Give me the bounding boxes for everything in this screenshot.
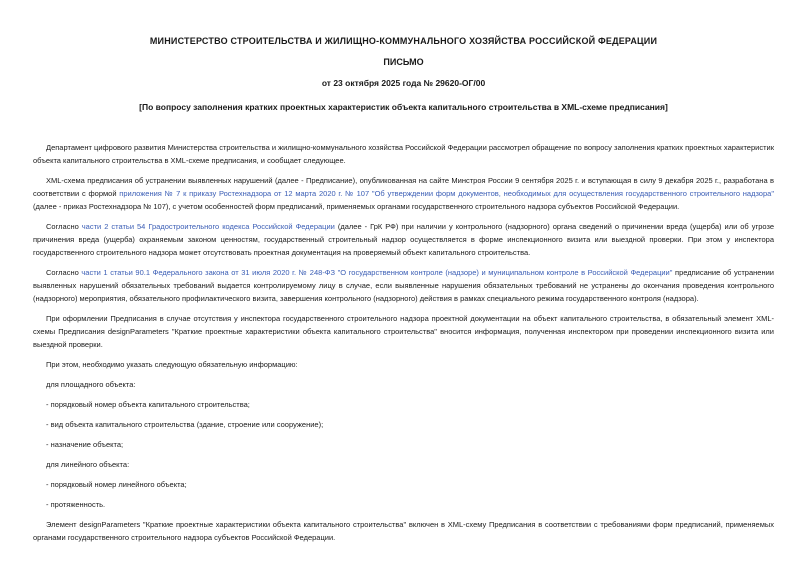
list-item-area-number <box>33 398 774 411</box>
paragraph-text: для площадного объекта: <box>46 380 136 389</box>
document-body <box>33 141 774 544</box>
para-grk-rf <box>33 220 774 259</box>
document-subject: [По вопросу заполнения кратких проектных характеристик объекта капитального строительства в XML-схеме предписания] <box>139 102 668 112</box>
paragraph-text: (далее - приказ Ростехнадзора № 107), с учетом особенностей форм предписаний, применяемых органами государственного строительного надзора субъектов Российской Федерации. <box>33 202 680 211</box>
document-date-number: от 23 октября 2025 года № 29620-ОГ/00 <box>321 78 486 88</box>
document-header <box>33 36 774 112</box>
paragraph-text: Элемент designParameters "Краткие проектные характеристики объекта капитального строительства" включен в XML-схему Предписания в соответствии с требованиями форм предписаний, применяемых органами государственного строительного надзора субъектов Российской Федерации. <box>33 520 774 542</box>
para-area-object-heading <box>33 378 774 391</box>
para-design-parameters <box>33 312 774 351</box>
para-final <box>33 518 774 544</box>
paragraph-text: Согласно <box>46 222 82 231</box>
paragraph-text: При оформлении Предписания в случае отсутствия у инспектора государственного строительного надзора проектной документации на объект капитального строительства, в обязательный элемент XML-схемы Предписания designParameters "Краткие проектные характеристики объекта капитального строительства" вносится информация, полученная инспектором при проведении инспекционного визита или выездной проверки. <box>33 314 774 349</box>
para-linear-object-heading <box>33 458 774 471</box>
legal-reference-link[interactable]: части 2 статьи 54 Градостроительного кодекса Российской Федерации <box>81 222 335 231</box>
para-intro <box>33 141 774 167</box>
list-item-linear-length <box>33 498 774 511</box>
legal-reference-link[interactable]: приложения № 7 к приказу Ростехнадзора от 12 марта 2020 г. № 107 "Об утверждении форм документов, необходимых для осуществления государственного строительного надзора" <box>119 189 774 198</box>
ministry-title: МИНИСТЕРСТВО СТРОИТЕЛЬСТВА И ЖИЛИЩНО-КОММУНАЛЬНОГО ХОЗЯЙСТВА РОССИЙСКОЙ ФЕДЕРАЦИИ <box>149 36 658 46</box>
paragraph-text: (далее - ГрК РФ) при наличии у контрольного (надзорного) органа сведений о причинении вреда (ущерба) или об угрозе причинения вреда (ущерба) охраняемым законом ценностям, государственный строительный надзор осуществляется в форме инспекционного визита или выездной проверки. При этом у инспектора государственного строительного надзора может отсутствовать проектная документация на проверяемый объект капитального строительства. <box>33 222 774 257</box>
paragraph-text: - вид объекта капитального строительства (здание, строение или сооружение); <box>46 420 324 429</box>
paragraph-text: XML-схема предписания об устранении выявленных нарушений (далее - Предписание), опубликованная на сайте Минстроя России 9 сентября 2025 г. и вступающая в силу 9 декабря 2025 г., разработана в соответствии с формой <box>33 176 774 198</box>
list-item-area-purpose <box>33 438 774 451</box>
paragraph-text: - назначение объекта; <box>46 440 124 449</box>
paragraph-text: - порядковый номер объекта капитального строительства; <box>46 400 250 409</box>
legal-reference-link[interactable]: части 1 статьи 90.1 Федерального закона от 31 июля 2020 г. № 248-ФЗ "О государственном контроле (надзоре) и муниципальном контроле в Российской Федерации" <box>81 268 673 277</box>
para-required-info <box>33 358 774 371</box>
paragraph-text: предписание об устранении выявленных нарушений обязательных требований выдается контролируемому лицу в случае, если выявленные нарушения обязательных требований не устранены до окончания проведения контрольного (надзорного) мероприятия, обязательного профилактического визита, завершения контрольного (надзорного) действия в рамках специального режима государственного контроля (надзора). <box>33 268 774 303</box>
paragraph-text: для линейного объекта: <box>46 460 130 469</box>
paragraph-text: При этом, необходимо указать следующую обязательную информацию: <box>46 360 298 369</box>
list-item-area-kind <box>33 418 774 431</box>
list-item-linear-number <box>33 478 774 491</box>
document-type: ПИСЬМО <box>383 57 424 67</box>
paragraph-text: - протяженность. <box>46 500 106 509</box>
para-248-fz <box>33 266 774 305</box>
para-xml-schema <box>33 174 774 213</box>
paragraph-text: Согласно <box>46 268 82 277</box>
paragraph-text: - порядковый номер линейного объекта; <box>46 480 187 489</box>
paragraph-text: Департамент цифрового развития Министерства строительства и жилищно-коммунального хозяйства Российской Федерации рассмотрел обращение по вопросу заполнения кратких проектных характеристик объекта капитального строительства в XML-схеме предписания, и сообщает следующее. <box>33 143 774 165</box>
